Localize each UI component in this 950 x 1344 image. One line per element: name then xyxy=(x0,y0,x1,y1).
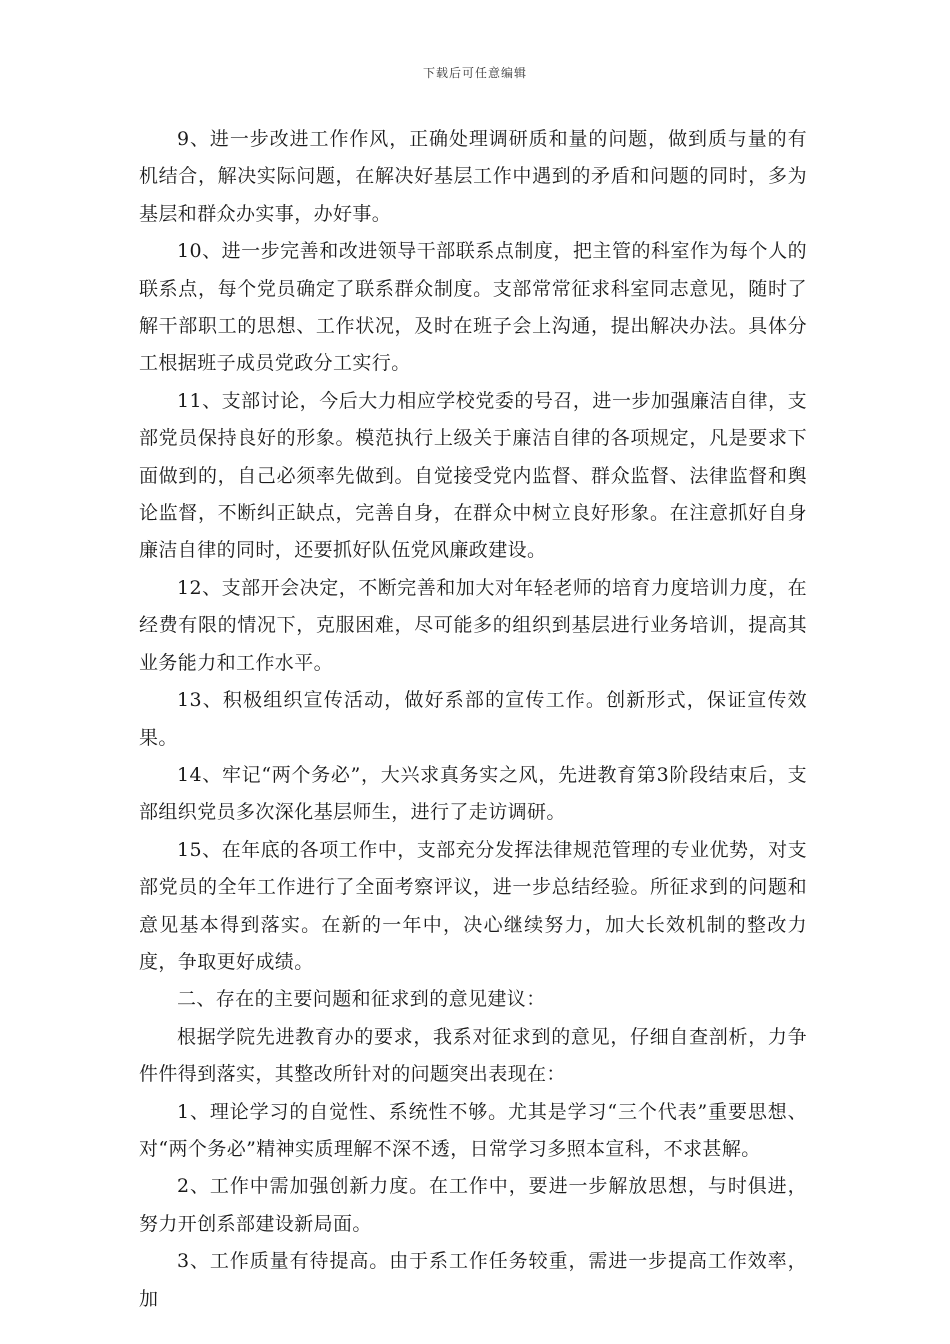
problem-item-2: 2、工作中需加强创新力度。在工作中，要进一步解放思想，与时俱进，努力开创系部建设新局面。 xyxy=(139,1175,807,1235)
paragraph-intro: 根据学院先进教育办的要求，我系对征求到的意见，仔细自查剖析，力争件件得到落实，其整改所针对的问题突出表现在： xyxy=(139,1025,807,1086)
document-body xyxy=(139,121,807,1318)
paragraph-item-9: 9、进一步改进工作作风，正确处理调研质和量的问题，做到质与量的有机结合，解决实际问题，在解决好基层工作中遇到的矛盾和问题的同时，多为基层和群众办实事，办好事。 xyxy=(139,128,807,225)
paragraph-item-11: 11、支部讨论，今后大力相应学校党委的号召，进一步加强廉洁自律，支部党员保持良好的形象。模范执行上级关于廉洁自律的各项规定，凡是要求下面做到的，自己必须率先做到。自觉接受党内监督、群众监督、法律监督和舆论监督，不断纠正缺点，完善自身，在群众中树立良好形象。在注意抓好自身廉洁自律的同时，还要抓好队伍党风廉政建设。 xyxy=(139,389,807,562)
paragraph-item-13: 13、积极组织宣传活动，做好系部的宣传工作。创新形式，保证宣传效果。 xyxy=(139,689,807,749)
problem-item-1: 1、理论学习的自觉性、系统性不够。尤其是学习“三个代表”重要思想、对“两个务必”精神实质理解不深不透，日常学习多照本宣科，不求甚解。 xyxy=(139,1100,807,1160)
paragraph-item-12: 12、支部开会决定，不断完善和加大对年轻老师的培育力度培训力度，在经费有限的情况下，克服困难，尽可能多的组织到基层进行业务培训，提高其业务能力和工作水平。 xyxy=(139,576,807,674)
paragraph-item-10: 10、进一步完善和改进领导干部联系点制度，把主管的科室作为每个人的联系点，每个党员确定了联系群众制度。支部常常征求科室同志意见，随时了解干部职工的思想、工作状况，及时在班子会上沟通，提出解决办法。具体分工根据班子成员党政分工实行。 xyxy=(139,240,807,375)
section-heading-problems: 二、存在的主要问题和征求到的意见建议： xyxy=(177,988,546,1011)
problem-item-3: 3、工作质量有待提高。由于系工作任务较重，需进一步提高工作效率，加 xyxy=(139,1250,807,1310)
paragraph-item-14: 14、牢记“两个务必”，大兴求真务实之风，先进教育第3阶段结束后，支部组织党员多次深化基层师生，进行了走访调研。 xyxy=(139,763,807,824)
page-header: 下载后可任意编辑 xyxy=(422,66,527,80)
paragraph-item-15: 15、在年底的各项工作中，支部充分发挥法律规范管理的专业优势，对支部党员的全年工作进行了全面考察评议，进一步总结经验。所征求到的问题和意见基本得到落实。在新的一年中，决心继续努力，加大长效机制的整改力度，争取更好成绩。 xyxy=(139,838,807,973)
